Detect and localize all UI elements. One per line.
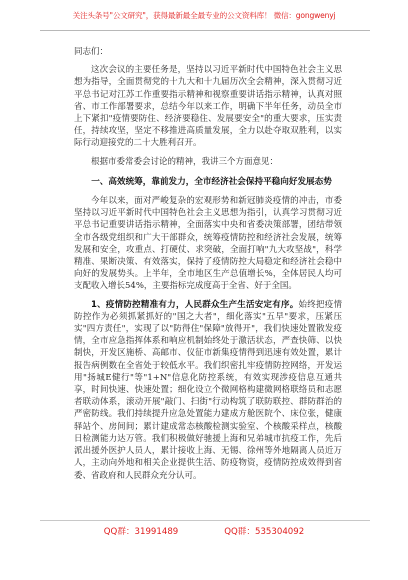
header-divider bbox=[40, 30, 370, 31]
footer-qq-group-2: QQ群：535304092 bbox=[224, 527, 305, 537]
footer bbox=[0, 525, 408, 541]
footer-divider bbox=[40, 520, 370, 521]
section-heading-1: 一、高效统筹，靠前发力，全市经济社会保持平稳向好发展态势 bbox=[91, 176, 332, 187]
paragraph-intro: 这次会议的主要任务是，坚持以习近平新时代中国特色社会主义思想为指导，全面贯彻党的十九大和十九届历次全会精神，深入贯彻习近平总书记对江苏工作重要指示精神和视察重要讲话指示精神，认真对照省、市工作部署要求，总结今年以来工作，明确下半年任务，动员全市上下紧扣"疫情要防住、经济要稳住、发展要安全"的重大要求，压实责任，持续攻坚，坚定不移推进高质量发展，全力以赴夺取双胜利，以实际行动迎接党的二十大胜利召开。 bbox=[74, 65, 342, 149]
paragraph-epidemic bbox=[74, 299, 342, 482]
header-banner-text: 关注头条号"公文研究"，获得最新最全最专业的公文资料库！ 微信：gongwenyj bbox=[72, 10, 336, 20]
footer-qq-group-1: QQ群：31991489 bbox=[103, 527, 179, 537]
paragraph-review: 今年以来，面对严峻复杂的宏观形势和新冠肺炎疫情的冲击，市委坚持以习近平新时代中国特色社会主义思想为指引，认真学习贯彻习近平总书记重要讲话指示精神，全面落实中央和省委决策部署，团结带领全市各级党组织和广大干部群众，统筹疫情防控和经济社会发展，统筹发展和安全，攻重点、打硬仗、求突破，全面打响"九大攻坚战"，科学精准、果断决策、有效落实，保持了疫情防控大局稳定和经济社会稳中向好的发展势头。上半年，全市地区生产总值增长%，全体居民人均可支配收入增长54%，主要指标完成度高于全省、好于全国。 bbox=[74, 196, 342, 292]
paragraph-epidemic-body: 始终把疫情防控作为必须抓紧抓好的"国之大者"，细化落实"五早"要求，压紧压实"四方责任"，实现了以"防得住"保障"放得开"，我们快速处置散发疫情，全市应急指挥体系和响应机制始终处于激活状态，严查快筛、以快制快，开发区施桥、高邮市、仪征市新集疫情得到迅速有效处置，累计报告病例数在全省处于较低水平。我们织密扎牢疫情防控网络，开发运用"扬城E健行"等"1+N"信息化防控系统，有效实现涉疫信息互通共享，时间快速、快速处置；细化设立个微网格构建微网格联络员和志愿者联动体系，滚动开展"敲门、扫街"行动构筑了联防联控、群防群治的严密防线。我们持续提升应急处置能力建成方舱医院个、床位张，健康驿站个、房间间；累计建成常态核酸检测实验室、个核酸采样点，核酸日检测能力达万管。我们积极做好驰援上海和兄弟城市抗疫工作，先后派出援外医护人员人，累计接收上海、无锡、徐州等外地隔离人员近万人，主动向外地和相关企业提供生活、防疫物资，疫情防控成效得到省委、省政府和人民群众充分认可。 bbox=[74, 299, 342, 481]
subheading-epidemic: 1、疫情防控精准有力，人民群众生产生活安定有序。 bbox=[91, 299, 299, 310]
header-banner bbox=[0, 0, 408, 30]
paragraph-outline: 根据市委常委会讨论的精神，我讲三个方面意见： bbox=[91, 156, 279, 167]
greeting: 同志们： bbox=[74, 47, 109, 57]
document-body bbox=[74, 46, 342, 482]
